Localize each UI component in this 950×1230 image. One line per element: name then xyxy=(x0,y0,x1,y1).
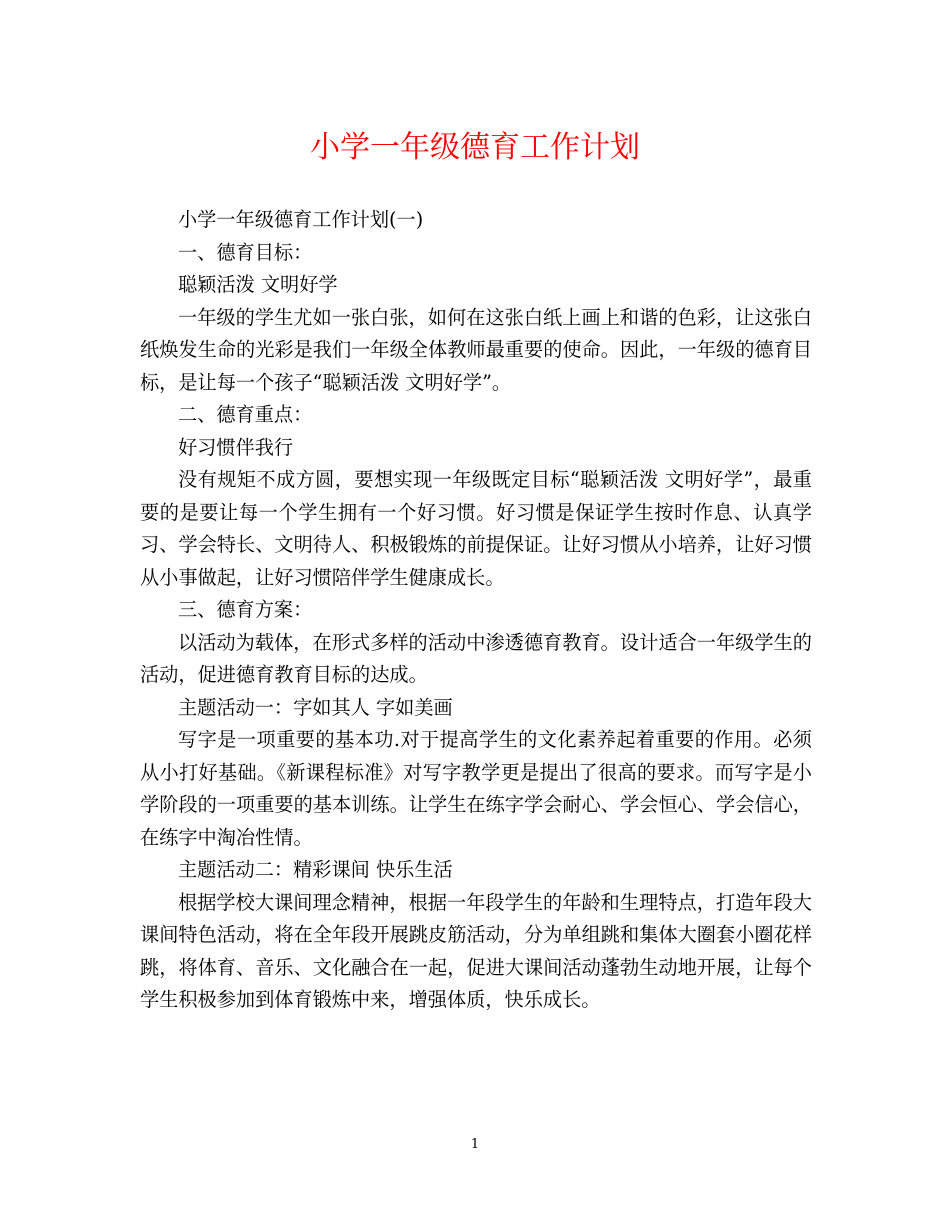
activity-two-heading: 主题活动二：精彩课间 快乐生活 xyxy=(178,858,453,881)
section-heading-goals: 一、德育目标： xyxy=(178,240,313,264)
focus-paragraph: 没有规矩不成方圆，要想实现一年级既定目标“聪颖活泼 文明好学”，最重要的是要让每一个学生拥有一个好习惯。好习惯是保证学生按时作息、认真学习、学会特长、文明待人、积极锻炼的前提保证。让好习惯从小培养，让好习惯从小事做起，让好习惯陪伴学生健康成长。 xyxy=(140,468,812,589)
subtitle-paragraph: 小学一年级德育工作计划(一) xyxy=(178,208,424,231)
goals-motto: 聪颖活泼 文明好学 xyxy=(178,273,338,296)
plan-paragraph: 以活动为载体，在形式多样的活动中渗透德育教育。设计适合一年级学生的活动，促进德育教育目标的达成。 xyxy=(140,630,812,686)
focus-motto: 好习惯伴我行 xyxy=(178,435,294,459)
section-heading-plan: 三、德育方案： xyxy=(178,598,313,621)
goals-paragraph: 一年级的学生尤如一张白张，如何在这张白纸上画上和谐的色彩，让这张白纸焕发生命的光彩是我们一年级全体教师最重要的使命。因此，一年级的德育目标，是让每一个孩子“聪颖活泼 文明好学”。 xyxy=(140,305,812,394)
document-body xyxy=(140,204,812,1017)
page-number: 1 xyxy=(470,1137,480,1152)
section-heading-focus: 二、德育重点： xyxy=(178,403,313,426)
activity-one-paragraph: 写字是一项重要的基本功.对于提高学生的文化素养起着重要的作用。必须从小打好基础。《新课程标准》对写字教学更是提出了很高的要求。而写字是小学阶段的一项重要的基本训练。让学生在练字学会耐心、学会恒心、学会信心，在练字中淘冶性情。 xyxy=(140,728,812,849)
page-title: 小学一年级德育工作计划 xyxy=(310,130,640,165)
activity-two-paragraph: 根据学校大课间理念精神，根据一年段学生的年龄和生理特点，打造年段大课间特色活动，将在全年段开展跳皮筋活动，分为单组跳和集体大圈套小圈花样跳，将体育、音乐、文化融合在一起，促进大课间活动蓬勃生动地开展，让每个学生积极参加到体育锻炼中来，增强体质，快乐成长。 xyxy=(140,890,812,1011)
activity-one-heading: 主题活动一：字如其人 字如美画 xyxy=(178,695,453,719)
